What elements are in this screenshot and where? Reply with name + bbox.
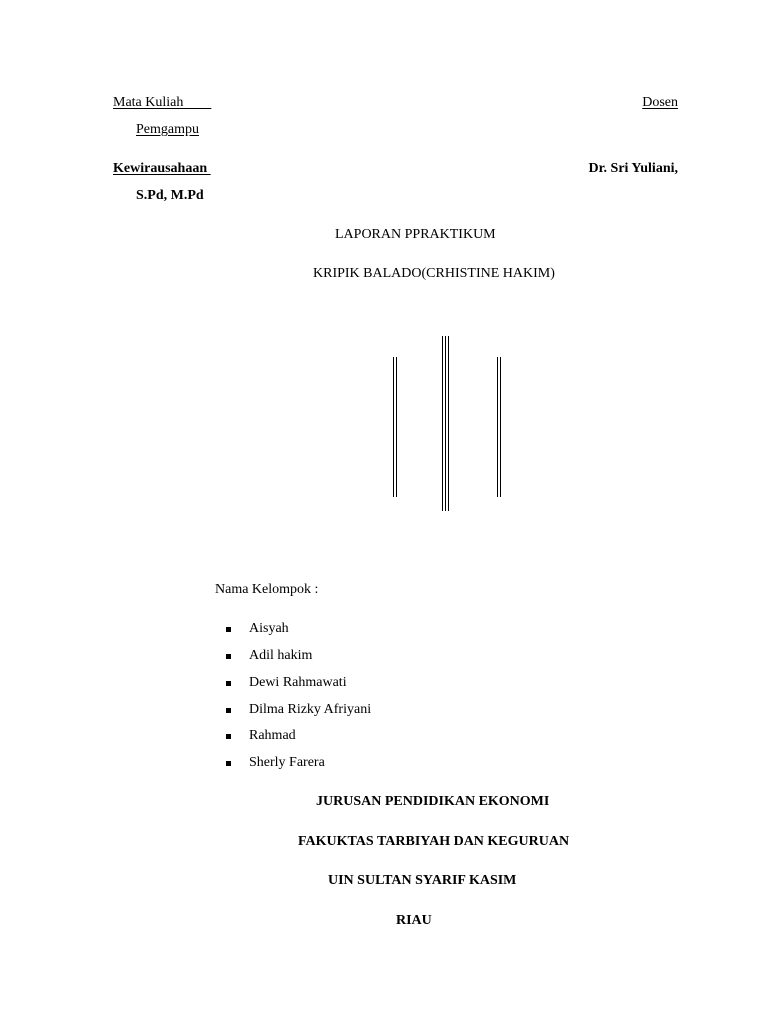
lecturer-label-continuation: Pemgampu — [136, 122, 199, 137]
lecturer-degree: S.Pd, M.Pd — [136, 188, 204, 203]
bullet-icon — [226, 681, 231, 686]
university-name: UIN SULTAN SYARIF KASIM — [328, 873, 517, 888]
member-name: Sherly Farera — [249, 755, 325, 770]
report-subtitle: KRIPIK BALADO(CRHISTINE HAKIM) — [313, 266, 555, 281]
logo-line-center-1 — [442, 336, 443, 511]
bullet-icon — [226, 761, 231, 766]
report-title: LAPORAN PPRAKTIKUM — [335, 227, 496, 242]
member-name: Aisyah — [249, 621, 289, 636]
logo-line-right-1 — [497, 357, 498, 497]
member-name: Dewi Rahmawati — [249, 675, 347, 690]
course-name: Kewirausahaan — [113, 161, 211, 176]
group-label: Nama Kelompok : — [215, 582, 319, 597]
bullet-icon — [226, 734, 231, 739]
logo-line-left-1 — [393, 357, 394, 497]
member-name: Dilma Rizky Afriyani — [249, 702, 372, 717]
member-name: Rahmad — [249, 728, 296, 743]
logo-line-left-2 — [396, 357, 397, 497]
logo-line-right-2 — [500, 357, 501, 497]
logo-line-center-2 — [445, 336, 446, 511]
region-name: RIAU — [396, 913, 432, 928]
department-name: JURUSAN PENDIDIKAN EKONOMI — [316, 794, 550, 809]
course-label: Mata Kuliah — [113, 95, 212, 110]
bullet-icon — [226, 708, 231, 713]
logo-line-center-3 — [448, 336, 449, 511]
lecturer-label: Dosen — [642, 95, 678, 110]
bullet-icon — [226, 627, 231, 632]
lecturer-name: Dr. Sri Yuliani, — [588, 161, 678, 176]
member-name: Adil hakim — [249, 648, 313, 663]
bullet-icon — [226, 654, 231, 659]
faculty-name: FAKUKTAS TARBIYAH DAN KEGURUAN — [298, 834, 570, 849]
